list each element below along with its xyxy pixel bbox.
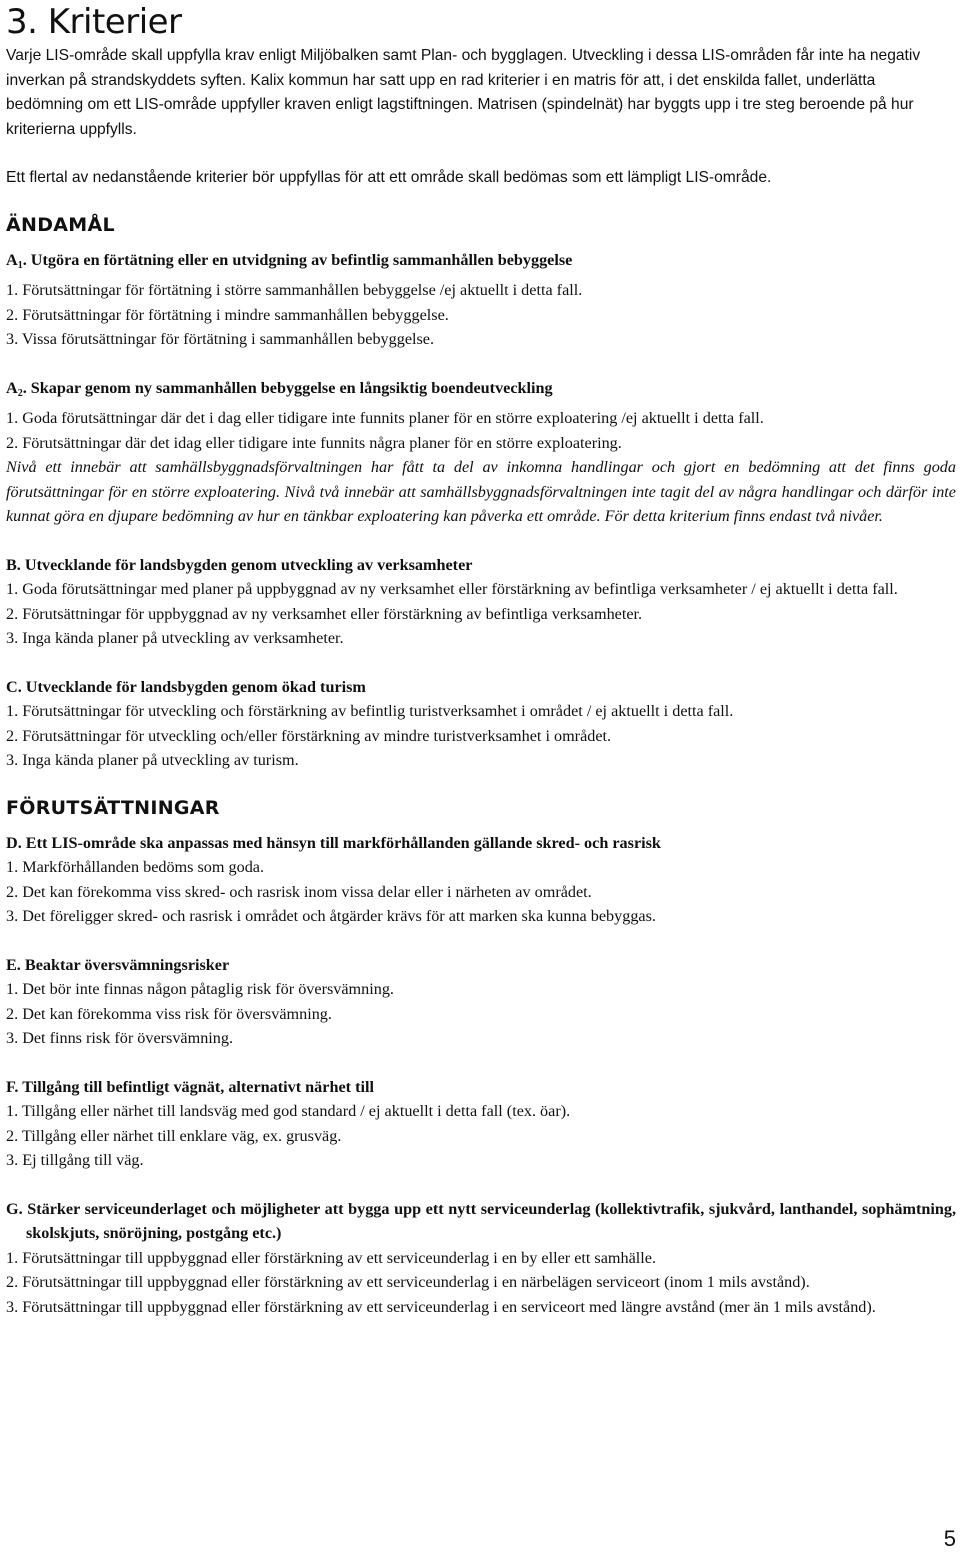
criterion-title — [6, 376, 956, 407]
criterion-e — [6, 953, 956, 1051]
criterion-item: 2. Förutsättningar för förtätning i mindre sammanhållen bebyggelse. — [6, 305, 449, 324]
intro-paragraph: Varje LIS-område skall uppfylla krav enligt Miljöbalken samt Plan- och bygglagen. Utveckling i dessa LIS-områden får inte ha negativ inverkan på strandskyddets syften. Kalix kommun har satt upp en rad kriterier i en matris för att, i det enskilda fallet, underlätta bedömning om ett LIS-område uppfyller kraven enligt lagstiftningen. Matrisen (spindelnät) har byggts upp i tre steg beroende på hur kriterierna uppfylls. — [6, 47, 921, 138]
page-number: 5 — [943, 1526, 956, 1551]
criterion-title: D. Ett LIS-område ska anpassas med hänsyn till markförhållanden gällande skred- och rasrisk — [6, 833, 661, 852]
criterion-item: 3. Förutsättningar till uppbyggnad eller förstärkning av ett serviceunderlag i en serviceort med längre avstånd (mer än 1 mils avstånd). — [6, 1297, 876, 1316]
section-heading-forutsattningar: FÖRUTSÄTTNINGAR — [6, 796, 220, 819]
criterion-title: G. Stärker serviceunderlaget och möjligheter att bygga upp ett nytt serviceunderlag (kollektivtrafik, sjukvård, lanthandel, sophämtning, skolskjuts, snöröjning, postgång etc.) — [6, 1199, 956, 1242]
criterion-item: 2. Tillgång eller närhet till enklare väg, ex. grusväg. — [6, 1126, 342, 1145]
criterion-title: F. Tillgång till befintligt vägnät, alternativt närhet till — [6, 1077, 374, 1096]
criterion-item: 1. Goda förutsättningar där det i dag eller tidigare inte funnits planer för en större exploatering /ej aktuellt i detta fall. — [6, 409, 764, 427]
criterion-item: 3. Vissa förutsättningar för förtätning i sammanhållen bebyggelse. — [6, 330, 435, 348]
criterion-item: 2. Förutsättningar för utveckling och/eller förstärkning av mindre turistverksamhet i området. — [6, 726, 612, 745]
criterion-letter: A — [6, 250, 18, 269]
criterion-item: 1. Förutsättningar för utveckling och förstärkning av befintlig turistverksamhet i området / ej aktuellt i detta fall. — [6, 702, 734, 720]
criterion-b — [6, 553, 956, 651]
page-title: 3. Kriterier — [6, 2, 182, 42]
criterion-d — [6, 831, 956, 929]
criterion-item: 1. Markförhållanden bedöms som goda. — [6, 858, 265, 876]
criterion-a2 — [6, 376, 956, 529]
criterion-a1 — [6, 248, 956, 352]
criterion-item: 3. Inga kända planer på utveckling av verksamheter. — [6, 629, 344, 647]
criterion-g — [6, 1197, 956, 1320]
criterion-item: 2. Det kan förekomma viss risk för översvämning. — [6, 1004, 332, 1023]
document-page — [6, 0, 956, 1319]
criterion-title: B. Utvecklande för landsbygden genom utveckling av verksamheter — [6, 555, 473, 574]
criterion-subscript: 2 — [17, 387, 23, 399]
criterion-item: 3. Ej tillgång till väg. — [6, 1151, 144, 1169]
criterion-subscript: 1 — [17, 259, 23, 271]
criterion-title-text: . Skapar genom ny sammanhållen bebyggelse en långsiktig boendeutveckling — [22, 378, 553, 397]
criterion-item: 2. Förutsättningar för uppbyggnad av ny verksamhet eller förstärkning av befintliga verksamheter. — [6, 604, 643, 623]
criterion-item: 1. Förutsättningar till uppbyggnad eller förstärkning av ett serviceunderlag i en by eller ett samhälle. — [6, 1248, 657, 1267]
criterion-item: 2. Förutsättningar till uppbyggnad eller förstärkning av ett serviceunderlag i en närbelägen serviceort (inom 1 mils avstånd). — [6, 1273, 810, 1291]
criterion-item: 1. Förutsättningar för förtätning i större sammanhållen bebyggelse /ej aktuellt i detta fall. — [6, 281, 583, 299]
criterion-item: 1. Det bör inte finnas någon påtaglig risk för översvämning. — [6, 980, 394, 998]
criterion-f — [6, 1075, 956, 1173]
criterion-item: 2. Det kan förekomma viss skred- och rasrisk inom vissa delar eller i närheten av området. — [6, 882, 592, 901]
section-heading-andamal: ÄNDAMÅL — [6, 213, 115, 236]
criterion-title — [6, 248, 956, 279]
criterion-letter: A — [6, 378, 18, 397]
criterion-title-text: . Utgöra en förtätning eller en utvidgning av befintlig sammanhållen bebyggelse — [22, 250, 573, 269]
criterion-item: 3. Det finns risk för översvämning. — [6, 1029, 234, 1047]
criterion-item: 3. Det föreligger skred- och rasrisk i området och åtgärder krävs för att marken ska kunna bebyggas. — [6, 907, 656, 925]
criterion-title: C. Utvecklande för landsbygden genom ökad turism — [6, 677, 366, 696]
criterion-item: 3. Inga kända planer på utveckling av turism. — [6, 751, 299, 769]
criterion-item: 1. Tillgång eller närhet till landsväg med god standard / ej aktuellt i detta fall (tex. öar). — [6, 1102, 571, 1120]
criterion-title: E. Beaktar översvämningsrisker — [6, 955, 230, 974]
intro-paragraph-2: Ett flertal av nedanstående kriterier bör uppfyllas för att ett område skall bedömas som ett lämpligt LIS-område. — [6, 169, 772, 186]
criterion-note: Nivå ett innebär att samhällsbyggnadsförvaltningen har fått ta del av inkomna handlingar och gjort en bedömning att det finns goda förutsättningar för en större exploatering. Nivå två innebär att samhällsbyggnadsförvaltningen inte tagit del av några handlingar och därför inte kunnat göra en djupare bedömning av hur en tänkbar exploatering kan påverka ett område. För detta kriterium finns endast två nivåer. — [6, 458, 956, 525]
criterion-c — [6, 675, 956, 773]
criterion-item: 1. Goda förutsättningar med planer på uppbyggnad av ny verksamhet eller förstärkning av befintliga verksamheter / ej aktuellt i detta fall. — [6, 580, 898, 598]
criterion-item: 2. Förutsättningar där det idag eller tidigare inte funnits några planer för en större exploatering. — [6, 433, 622, 452]
